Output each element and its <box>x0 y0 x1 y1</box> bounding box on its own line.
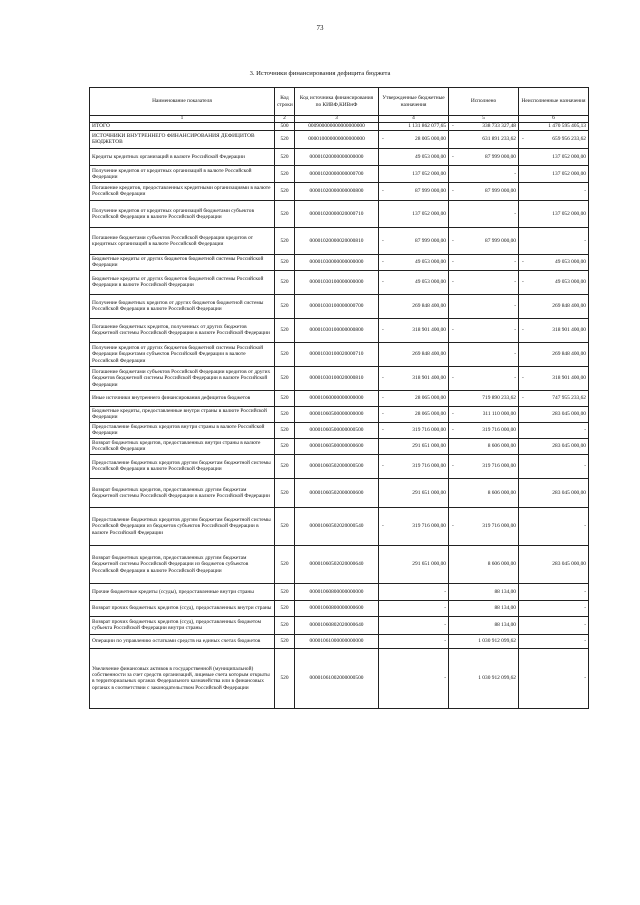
row-name: Возврат прочих бюджетных кредитов (ссуд), предоставленных внутри страны <box>90 600 275 616</box>
row-executed: - <box>449 165 519 182</box>
table-row <box>90 454 589 478</box>
row-code: 520 <box>275 270 295 294</box>
row-source-code: 00001060502020000640 <box>295 545 379 583</box>
row-unexecuted: - <box>519 182 589 200</box>
table-row <box>90 406 589 422</box>
table-row <box>90 294 589 318</box>
row-source-code: 00001060500000000600 <box>295 438 379 454</box>
column-number-row <box>90 116 589 123</box>
row-executed: - 311 110 000,00 <box>449 406 519 422</box>
row-source-code: 00001030100020000710 <box>295 342 379 366</box>
row-code: 520 <box>275 165 295 182</box>
row-source-code: 00001030100020000810 <box>295 366 379 390</box>
row-source-code: 00001020000020000810 <box>295 227 379 254</box>
row-approved: 137 052 000,00 <box>379 200 449 227</box>
row-name: Кредиты кредитных организаций в валюте Российской Федерации <box>90 148 275 165</box>
row-name: Бюджетные кредиты, предоставленные внутри страны в валюте Российской Федерации <box>90 406 275 422</box>
row-approved: - 318 901 400,00 <box>379 318 449 342</box>
row-code: 520 <box>275 438 295 454</box>
row-approved: - <box>379 583 449 600</box>
row-unexecuted: - 49 053 000,00 <box>519 270 589 294</box>
row-unexecuted: - <box>519 583 589 600</box>
row-name: Возврат бюджетных кредитов, предоставленных другим бюджетам бюджетной системы Российской Федерации из бюджетов субъектов Российской Федерации в валюте Российской Федерации <box>90 545 275 583</box>
row-code: 520 <box>275 318 295 342</box>
table-row <box>90 422 589 438</box>
row-approved: 269 848 400,00 <box>379 294 449 318</box>
row-executed: 88 134,00 <box>449 583 519 600</box>
row-code: 520 <box>275 634 295 648</box>
row-approved: 291 651 000,00 <box>379 438 449 454</box>
row-executed: - 319 716 000,00 <box>449 454 519 478</box>
row-unexecuted: 283 045 000,00 <box>519 406 589 422</box>
row-executed: - - <box>449 318 519 342</box>
row-code: 520 <box>275 390 295 406</box>
financing-sources-table <box>89 87 589 709</box>
row-executed: - - <box>449 254 519 270</box>
row-executed: - 319 716 000,00 <box>449 422 519 438</box>
row-name: Получение кредитов от кредитных организаций бюджетами субъектов Российской Федерации в валюте Российской Федерации <box>90 200 275 227</box>
row-executed: 719 890 233,62 <box>449 390 519 406</box>
row-executed: - 87 999 000,00 <box>449 227 519 254</box>
row-source-code: 000900000000000000000 <box>295 122 379 130</box>
row-name: Иные источники внутреннего финансирования дефицитов бюджетов <box>90 390 275 406</box>
row-approved: - 28 065 000,00 <box>379 406 449 422</box>
row-name: Получение кредитов от других бюджетов бюджетной системы Российской Федерации бюджетами субъектов Российской Федерации в валюте Российской Федерации <box>90 342 275 366</box>
row-source-code: 00001060502000000600 <box>295 478 379 507</box>
row-approved: - 28 005 000,00 <box>379 130 449 148</box>
row-name: Получение кредитов от кредитных организаций в валюте Российской Федерации <box>90 165 275 182</box>
row-approved: 49 053 000,00 <box>379 148 449 165</box>
row-unexecuted: 283 045 000,00 <box>519 438 589 454</box>
table-row <box>90 318 589 342</box>
row-name: Возврат бюджетных кредитов, предоставленных другим бюджетам бюджетной системы Российской Федерации в валюте Российской Федерации <box>90 478 275 507</box>
col-header-executed: Исполнено <box>449 88 519 116</box>
row-executed: - - <box>449 366 519 390</box>
row-approved: - 87 999 000,00 <box>379 227 449 254</box>
row-executed: 8 606 000,00 <box>449 478 519 507</box>
row-source-code: 00001060000000000000 <box>295 390 379 406</box>
row-source-code: 00001061000000000000 <box>295 634 379 648</box>
row-unexecuted: - <box>519 648 589 708</box>
row-code: 520 <box>275 545 295 583</box>
row-source-code: 00001060500000000500 <box>295 422 379 438</box>
row-source-code: 00001030100000000000 <box>295 270 379 294</box>
row-code: 520 <box>275 600 295 616</box>
row-name: ИТОГО <box>90 122 275 130</box>
row-unexecuted: - <box>519 616 589 634</box>
row-unexecuted: - <box>519 227 589 254</box>
row-approved: 291 651 000,00 <box>379 545 449 583</box>
row-unexecuted: - <box>519 422 589 438</box>
row-name: Возврат бюджетных кредитов, предоставленных внутри страны в валюте Российской Федерации <box>90 438 275 454</box>
row-name: Предоставление бюджетных кредитов другим бюджетам бюджетной системы Российской Федерации в валюте Российской Федерации <box>90 454 275 478</box>
row-executed: - <box>449 342 519 366</box>
table-row <box>90 130 589 148</box>
col-header-approved: Утвержденные бюджетные назначения <box>379 88 449 116</box>
row-approved: 137 052 000,00 <box>379 165 449 182</box>
row-executed: 88 134,00 <box>449 600 519 616</box>
row-approved: - 49 053 000,00 <box>379 254 449 270</box>
table-row <box>90 254 589 270</box>
row-approved: - <box>379 648 449 708</box>
row-unexecuted: - <box>519 634 589 648</box>
row-executed: - 87 999 000,00 <box>449 182 519 200</box>
row-source-code: 00001060500000000000 <box>295 406 379 422</box>
row-code: 520 <box>275 616 295 634</box>
row-approved: 269 848 400,00 <box>379 342 449 366</box>
table-row <box>90 165 589 182</box>
page-number: 73 <box>316 24 324 32</box>
row-executed: - - <box>449 270 519 294</box>
row-unexecuted: - 49 053 000,00 <box>519 254 589 270</box>
row-code: 520 <box>275 422 295 438</box>
row-executed: - <box>449 294 519 318</box>
table-row <box>90 507 589 545</box>
row-unexecuted: 269 848 400,00 <box>519 342 589 366</box>
row-unexecuted: 283 045 000,00 <box>519 478 589 507</box>
row-source-code: 00001020000000000000 <box>295 148 379 165</box>
table-header-row <box>90 88 589 116</box>
row-executed: 1 030 912 099,62 <box>449 634 519 648</box>
row-unexecuted: - 747 955 233,62 <box>519 390 589 406</box>
row-source-code: 00001030100000000800 <box>295 318 379 342</box>
row-code: 520 <box>275 148 295 165</box>
row-executed: - <box>449 200 519 227</box>
row-code: 520 <box>275 406 295 422</box>
row-approved: 291 651 000,00 <box>379 478 449 507</box>
table-row <box>90 600 589 616</box>
row-unexecuted: 137 052 000,00 <box>519 148 589 165</box>
row-name: Погашение бюджетных кредитов, полученных от других бюджетов бюджетной системы Российской Федерации в валюте Российской Федерации <box>90 318 275 342</box>
row-code: 520 <box>275 254 295 270</box>
row-source-code: 000010000000000000000 <box>295 130 379 148</box>
row-source-code: 00001060502000000500 <box>295 454 379 478</box>
row-name: Операции по управлению остатками средств на единых счетах бюджетов <box>90 634 275 648</box>
table-row <box>90 583 589 600</box>
row-unexecuted: - 318 901 400,00 <box>519 318 589 342</box>
row-source-code: 00001030000000000000 <box>295 254 379 270</box>
row-approved: - <box>379 616 449 634</box>
row-source-code: 00001030100000000700 <box>295 294 379 318</box>
row-name: Прочие бюджетные кредиты (ссуды), предоставленные внутри страны <box>90 583 275 600</box>
table-row <box>90 545 589 583</box>
row-approved: - 319 716 000,00 <box>379 507 449 545</box>
table-row <box>90 148 589 165</box>
row-name: ИСТОЧНИКИ ВНУТРЕННЕГО ФИНАНСИРОВАНИЯ ДЕФИЦИТОВ БЮДЖЕТОВ <box>90 130 275 148</box>
col-header-kbk: Код источника финансирования по КИВФ,КИВнФ <box>295 88 379 116</box>
table-row <box>90 390 589 406</box>
row-name: Погашение кредитов, предоставленных кредитными организациями в валюте Российской Федерации <box>90 182 275 200</box>
row-code: 520 <box>275 648 295 708</box>
table-row <box>90 227 589 254</box>
row-source-code: 00001020000000000700 <box>295 165 379 182</box>
row-unexecuted: 283 045 000,00 <box>519 545 589 583</box>
row-executed: 1 030 912 099,62 <box>449 648 519 708</box>
table-row <box>90 182 589 200</box>
column-number: 1 <box>90 116 275 123</box>
column-number: 3 <box>295 116 379 123</box>
table-row <box>90 270 589 294</box>
column-number: 4 <box>379 116 449 123</box>
row-executed: 631 891 233,62 <box>449 130 519 148</box>
row-code: 520 <box>275 130 295 148</box>
row-approved: - <box>379 634 449 648</box>
row-code: 520 <box>275 182 295 200</box>
row-approved: 1 131 862 077,65 <box>379 122 449 130</box>
row-code: 520 <box>275 227 295 254</box>
row-approved: - 28 065 000,00 <box>379 390 449 406</box>
row-name: Бюджетные кредиты от других бюджетов бюджетной системы Российской Федерации в валюте Российской Федерации <box>90 270 275 294</box>
row-unexecuted: - <box>519 600 589 616</box>
table-row <box>90 648 589 708</box>
row-name: Предоставление бюджетных кредитов другим бюджетам бюджетной системы Российской Федерации из бюджетов субъектов Российской Федерации в валюте Российской Федерации <box>90 507 275 545</box>
row-name: Предоставление бюджетных кредитов внутри страны в валюте Российской Федерации <box>90 422 275 438</box>
table-row <box>90 200 589 227</box>
table-row <box>90 342 589 366</box>
table-row <box>90 122 589 130</box>
row-unexecuted: 1 470 595 405,13 <box>519 122 589 130</box>
row-source-code: 00001061002000000500 <box>295 648 379 708</box>
row-approved: - <box>379 600 449 616</box>
table-row <box>90 366 589 390</box>
col-header-code: Код строки <box>275 88 295 116</box>
row-executed: 8 606 000,00 <box>449 545 519 583</box>
row-approved: - 319 716 000,00 <box>379 454 449 478</box>
row-source-code: 00001060502020000540 <box>295 507 379 545</box>
row-approved: - 87 999 000,00 <box>379 182 449 200</box>
row-unexecuted: 269 848 400,00 <box>519 294 589 318</box>
row-source-code: 00001060802020000640 <box>295 616 379 634</box>
column-number: 5 <box>449 116 519 123</box>
table-row <box>90 634 589 648</box>
row-code: 520 <box>275 294 295 318</box>
row-executed: - 319 716 000,00 <box>449 507 519 545</box>
row-unexecuted: - <box>519 507 589 545</box>
row-code: 520 <box>275 507 295 545</box>
row-code: 520 <box>275 583 295 600</box>
row-approved: - 318 901 400,00 <box>379 366 449 390</box>
col-header-unexecuted: Неисполненные назначения <box>519 88 589 116</box>
section-title: 3. Источники финансирования дефицита бюджета <box>249 70 391 77</box>
row-unexecuted: - <box>519 454 589 478</box>
row-name: Бюджетные кредиты от других бюджетов бюджетной системы Российской Федерации <box>90 254 275 270</box>
row-unexecuted: 137 052 000,00 <box>519 200 589 227</box>
row-code: 520 <box>275 478 295 507</box>
row-executed: - 87 999 000,00 <box>449 148 519 165</box>
table-row <box>90 478 589 507</box>
row-source-code: 00001060800000000000 <box>295 583 379 600</box>
row-name: Получение бюджетных кредитов от других бюджетов бюджетной системы Российской Федерации в валюте Российской Федерации <box>90 294 275 318</box>
row-approved: - 319 716 000,00 <box>379 422 449 438</box>
column-number: 6 <box>519 116 589 123</box>
row-name: Погашение бюджетами субъектов Российской Федерации кредитов от других бюджетов бюджетной системы Российской Федерации в валюте Российской Федерации <box>90 366 275 390</box>
row-name: Погашение бюджетами субъектов Российской Федерации кредитов от кредитных организаций в валюте Российской Федерации <box>90 227 275 254</box>
row-source-code: 00001060800000000600 <box>295 600 379 616</box>
row-code: 520 <box>275 366 295 390</box>
row-name: Возврат прочих бюджетных кредитов (ссуд), предоставленных бюджетом субъекта Российской Федерации внутри страны <box>90 616 275 634</box>
row-source-code: 00001020000020000710 <box>295 200 379 227</box>
row-code: 500 <box>275 122 295 130</box>
row-unexecuted: - 318 901 400,00 <box>519 366 589 390</box>
row-code: 520 <box>275 454 295 478</box>
row-unexecuted: - 659 956 233,62 <box>519 130 589 148</box>
row-executed: - 338 733 327,48 <box>449 122 519 130</box>
table-row <box>90 438 589 454</box>
row-unexecuted: 137 052 000,00 <box>519 165 589 182</box>
row-code: 520 <box>275 342 295 366</box>
row-name: Увеличение финансовых активов в государственной (муниципальной) собственности за счет средств организаций, лицевые счета которым открыты в территориальных органах Федерального казначейства или в финансовых органах в соответствии с законодательством Российской Федерации <box>90 648 275 708</box>
row-executed: 88 134,00 <box>449 616 519 634</box>
row-approved: - 49 053 000,00 <box>379 270 449 294</box>
row-executed: 8 606 000,00 <box>449 438 519 454</box>
row-source-code: 00001020000000000800 <box>295 182 379 200</box>
col-header-name: Наименование показателя <box>90 88 275 116</box>
column-number: 2 <box>275 116 295 123</box>
table-row <box>90 616 589 634</box>
row-code: 520 <box>275 200 295 227</box>
